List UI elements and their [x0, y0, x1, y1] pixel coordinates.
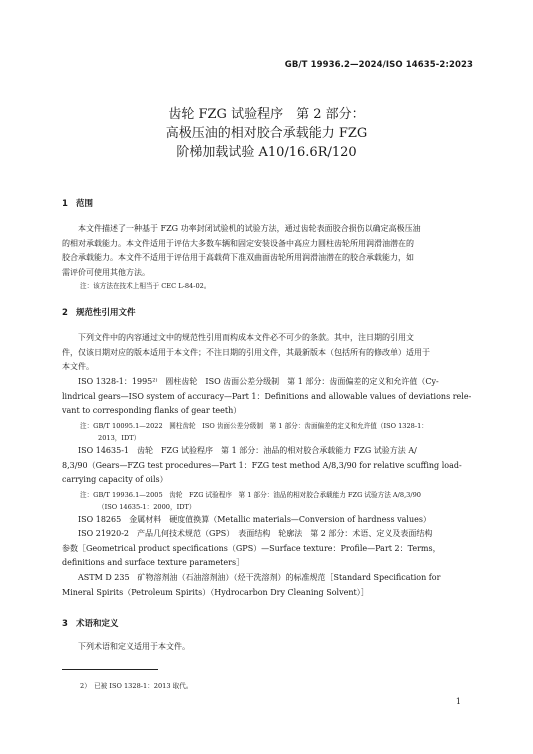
scope-note [80, 280, 492, 292]
section-number: 3 [62, 619, 68, 629]
reference-astm-d-235 [62, 571, 474, 600]
reference-line: lindrical gears—ISO system of accuracy—Part 1：Definitions and allowable values of deviations rele- [62, 391, 472, 401]
scope-paragraph [62, 222, 474, 280]
section-title: 规范性引用文件 [76, 308, 136, 318]
title-line-2: 高极压油的相对胶合承载能力 FZG [165, 126, 368, 141]
reference-line: carrying capacity of oils） [62, 475, 168, 484]
reference-line: ISO 14635-1 齿轮 FZG 试验程序 第 1 部分：油品的相对胶合承载能力 FZG 试验方法 A/ [78, 446, 417, 455]
paragraph-line: 的相对承载能力。本文件适用于评估大多数车辆和固定安装设备中高应力圆柱齿轮所用润滑油潜在的 [62, 238, 414, 248]
section-title: 范围 [76, 199, 94, 209]
paragraph-line: 下列术语和定义适用于本文件。 [78, 642, 190, 651]
standard-code: GB/T 19936.2—2024/ISO 14635-2:2023 [284, 60, 473, 70]
reference-line: Mineral Spirits（Petroleum Spirits）（Hydrocarbon Dry Cleaning Solvent）］ [62, 587, 369, 597]
reference-line: ASTM D 235 矿物溶剂油（石油溶剂油）（烃干洗溶剂）的标准规范［Standard Specification for [78, 573, 441, 582]
page-number: 1 [455, 697, 461, 706]
terms-paragraph [62, 640, 474, 655]
refs-intro-paragraph [62, 331, 474, 375]
title-line-3: 阶梯加载试验 A10/16.6R/120 [176, 145, 357, 160]
paragraph-line: 需评价可使用其他方法。 [62, 267, 150, 277]
paragraph-line: 件，仅该日期对应的版本适用于本文件；不注日期的引用文件，其最新版本（包括所有的修改单）适用于 [62, 347, 430, 357]
reference-line: vant to corresponding flanks of gear teeth） [62, 406, 242, 415]
paragraph-line: 下列文件中的内容通过文中的规范性引用而构成本文件必不可少的条款。其中，注日期的引用文 [78, 333, 414, 342]
paragraph-line: 胶合承载能力。本文件不适用于评估用于高载荷下准双曲面齿轮所用润滑油潜在的胶合承载能力，如 [62, 253, 414, 262]
note-line: 注：该方法在技术上相当于 CEC L-84-02。 [80, 282, 211, 290]
section-number: 1 [62, 199, 68, 209]
reference-line: 参数［Geometrical product specifications（GPS）—Surface texture：Profile—Part 2：Terms， [62, 543, 441, 553]
reference-note-1 [80, 420, 474, 444]
title-line-1: 齿轮 FZG 试验程序 第 2 部分： [168, 107, 365, 122]
reference-iso-14635-1 [62, 444, 474, 488]
note-line: 注：GB/T 19936.1—2005 齿轮 FZG 试验程序 第 1 部分：油品的相对胶合承载能力 FZG 试验方法 A/8,3/90 [80, 491, 421, 499]
footnote-divider [62, 669, 158, 670]
paragraph-line: 本文件描述了一种基于 FZG 功率封闭试验机的试验方法，通过齿轮表面胶合损伤以确定高极压油 [78, 224, 421, 233]
reference-line: ISO 1328-1：1995²⁾ 圆柱齿轮 ISO 齿面公差分级制 第 1 部分：齿面偏差的定义和允许值（Cy- [78, 377, 439, 386]
reference-note-2 [80, 489, 474, 513]
paragraph-line: 本文件。 [62, 362, 94, 371]
footnote: 2） 已被 ISO 1328-1：2013 取代。 [80, 682, 193, 690]
section-2-heading [62, 306, 136, 318]
reference-iso-1328-1 [62, 375, 474, 419]
section-title: 术语和定义 [76, 619, 119, 629]
reference-line: definitions and surface texture parameters］ [62, 558, 245, 567]
reference-iso-18265 [62, 513, 474, 528]
reference-line: ISO 21920-2 产品几何技术规范（GPS） 表面结构 轮廓法 第 2 部分：术语、定义及表面结构 [78, 529, 433, 538]
document-title [0, 105, 533, 162]
note-line: 2013，IDT） [98, 434, 141, 442]
section-3-heading [62, 617, 119, 629]
reference-line: 8,3/90（Gears—FZG test procedures—Part 1：FZG test method A/8,3/90 for relative scuffing load- [62, 460, 462, 470]
reference-iso-21920-2 [62, 527, 474, 571]
section-number: 2 [62, 308, 68, 318]
note-line: 注：GB/T 10095.1—2022 圆柱齿轮 ISO 齿面公差分级制 第 1 部分：齿面偏差的定义和允许值（ISO 1328-1： [80, 422, 428, 430]
reference-line: ISO 18265 金属材料 硬度值换算（Metallic materials—Conversion of hardness values） [78, 515, 431, 524]
note-line: （ISO 14635-1：2000，IDT） [98, 503, 196, 511]
section-1-heading [62, 197, 93, 209]
